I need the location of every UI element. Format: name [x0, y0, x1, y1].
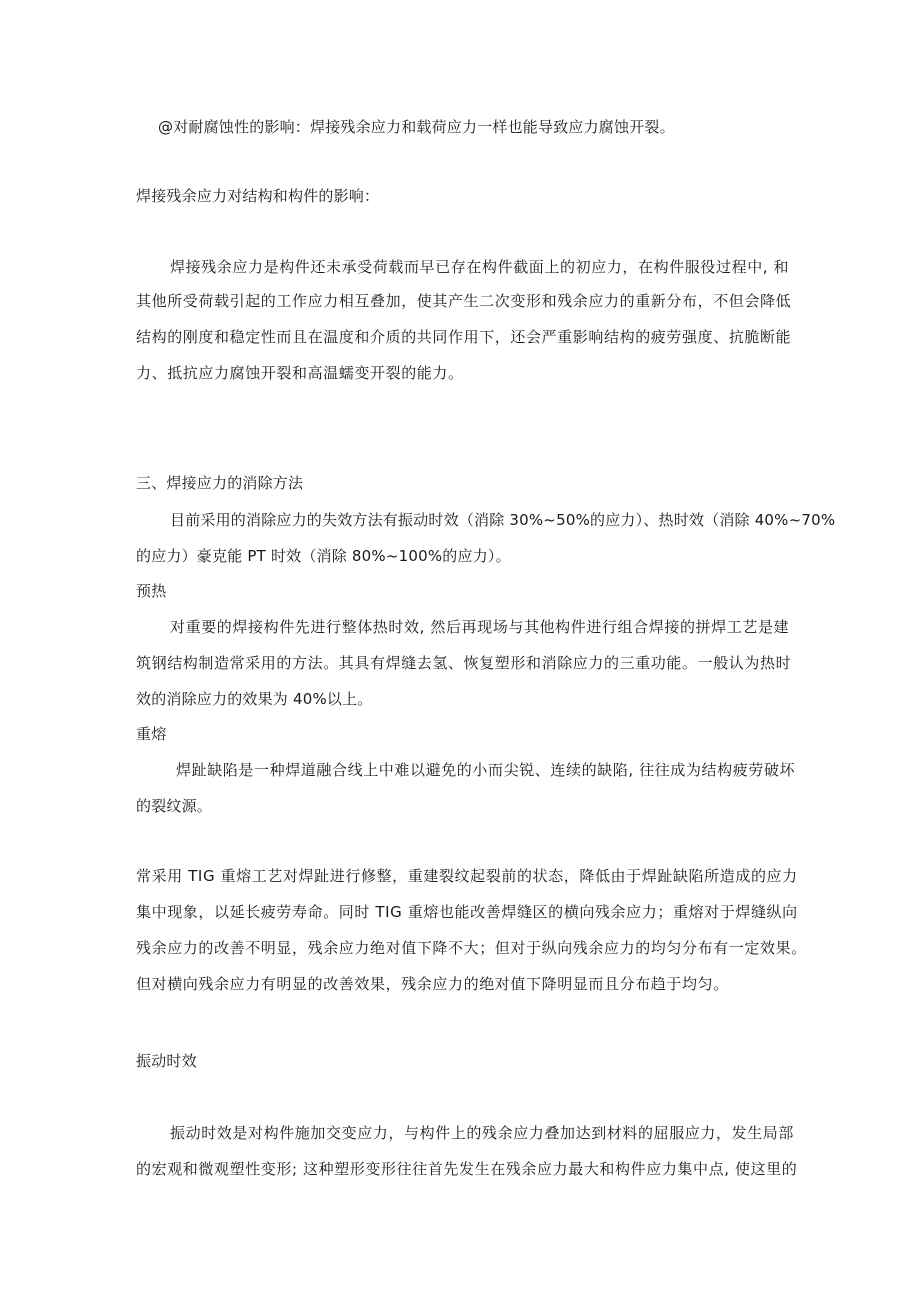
heading-structure-effect: 焊接残余应力对结构和构件的影响： — [136, 187, 380, 205]
paragraph-line: 集中现象，以延长疲劳寿命。同时 TIG 重熔也能改善焊缝区的横向残余应力；重熔对于焊缝纵向 — [136, 903, 798, 921]
paragraph-line: 但对横向残余应力有明显的改善效果，残余应力的绝对值下降明显而且分布趋于均匀。 — [136, 975, 729, 993]
paragraph-line: 的裂纹源。 — [136, 797, 213, 815]
paragraph-line: 力、抵抗应力腐蚀开裂和高温蠕变开裂的能力。 — [136, 364, 464, 382]
paragraph-line: 筑钢结构制造常采用的方法。其具有焊缝去氢、恢复塑形和消除应力的三重功能。一般认为热时 — [136, 654, 792, 672]
paragraph-line: 目前采用的消除应力的失效方法有振动时效（消除 30%~50%的应力）、热时效（消除 40%~70% — [170, 511, 836, 529]
paragraph-line: 振动时效是对构件施加交变应力，与构件上的残余应力叠加达到材料的屈服应力，发生局部 — [170, 1124, 795, 1142]
paragraph-line: 焊趾缺陷是一种焊道融合线上中难以避免的小而尖锐、连续的缺陷, 往往成为结构疲劳破坏 — [176, 761, 796, 779]
subheading-remelt: 重熔 — [136, 725, 167, 743]
paragraph-line: 常采用 TIG 重熔工艺对焊趾进行修整，重建裂纹起裂前的状态，降低由于焊趾缺陷所造成的应力 — [136, 867, 798, 885]
paragraph-line: 结构的刚度和稳定性而且在温度和介质的共同作用下，还会严重影响结构的疲劳强度、抗脆断能 — [136, 328, 792, 346]
paragraph-line: 其他所受荷载引起的工作应力相互叠加，使其产生二次变形和残余应力的重新分布，不但会降低 — [136, 292, 792, 310]
subheading-vibration-aging: 振动时效 — [136, 1052, 197, 1070]
subheading-preheat: 预热 — [136, 582, 167, 600]
paragraph-line: 残余应力的改善不明显，残余应力绝对值下降不大；但对于纵向残余应力的均匀分布有一定效果。 — [136, 939, 807, 957]
section-heading-stress-relief: 三、焊接应力的消除方法 — [136, 474, 304, 492]
paragraph-line: 的宏观和微观塑性变形; 这种塑形变形往往首先发生在残余应力最大和构件应力集中点, 使这里的 — [136, 1160, 798, 1178]
paragraph-line: 焊接残余应力是构件还未承受荷载而早已存在构件截面上的初应力，在构件服役过程中, 和 — [170, 258, 790, 276]
paragraph-line: 对重要的焊接构件先进行整体热时效, 然后再现场与其他构件进行组合焊接的拼焊工艺是建 — [170, 618, 790, 636]
paragraph-corrosion-effect: @对耐腐蚀性的影响：焊接残余应力和载荷应力一样也能导致应力腐蚀开裂。 — [158, 118, 675, 136]
paragraph-line: 效的消除应力的效果为 40%以上。 — [136, 690, 373, 708]
paragraph-line: 的应力）豪克能 PT 时效（消除 80%~100%的应力）。 — [136, 547, 511, 565]
